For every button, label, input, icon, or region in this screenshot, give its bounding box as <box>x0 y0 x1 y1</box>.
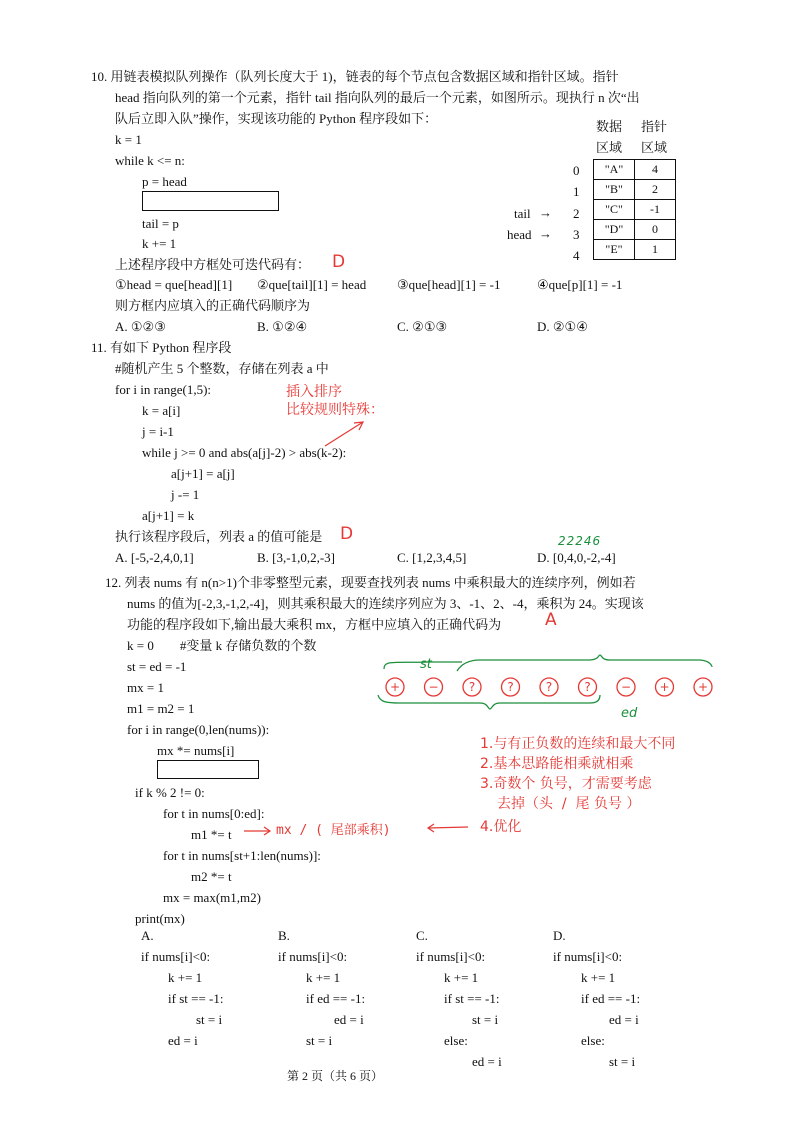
q12-option-a-line: if nums[i]<0: <box>141 949 211 964</box>
q12-option-b-line: k += 1 <box>306 970 341 985</box>
sign-symbol: + <box>659 680 670 694</box>
q12-code-line: m1 = m2 = 1 <box>127 701 195 716</box>
q12-option-d-label[interactable]: D. <box>553 928 566 943</box>
q11-option-c[interactable]: C. [1,2,3,4,5] <box>397 550 467 565</box>
q11-stem: 11. 有如下 Python 程序段 <box>91 340 232 355</box>
q12-option-c-line: k += 1 <box>444 970 479 985</box>
q10-order-prompt: 则方框内应填入的正确代码顺序为 <box>115 298 311 313</box>
q11-prompt: 执行该程序段后，列表 a 的值可能是 <box>115 529 323 544</box>
q11-code-line: j -= 1 <box>171 487 200 502</box>
data-cell: "E" <box>594 240 635 260</box>
sign-symbol: ? <box>507 680 514 694</box>
q10-code-line: k += 1 <box>142 236 177 251</box>
note-line: 3.奇数个 负号，才需要考虑 <box>480 776 652 792</box>
sign-sequence <box>386 678 712 696</box>
q11-code-line: for i in range(1,5): <box>115 382 212 397</box>
q10-option-a[interactable]: A. ①②③ <box>115 319 166 334</box>
q12-option-a-label[interactable]: A. <box>141 928 154 943</box>
q12-option-c-line: if st == -1: <box>444 991 500 1006</box>
sign-symbol: − <box>620 680 632 694</box>
q12-option-a-line: ed = i <box>168 1033 198 1048</box>
row-index: 0 <box>573 163 580 178</box>
q12-code-line: m2 *= t <box>191 869 232 884</box>
q12-answer-mark: A <box>545 610 557 630</box>
q10-stem-line3: 队后立即入队”操作，实现该功能的 Python 程序段如下： <box>115 111 438 126</box>
q12-option-d-line: else: <box>581 1033 605 1048</box>
q12-option-b-line: ed = i <box>334 1012 364 1027</box>
ptr-cell: 0 <box>635 220 676 240</box>
st-label: st <box>420 657 432 672</box>
q12-option-d-line: k += 1 <box>581 970 616 985</box>
note-arrow <box>428 827 468 828</box>
table-header-ptr-1: 指针 <box>641 119 668 134</box>
q12-code-line: st = ed = -1 <box>127 659 187 674</box>
ptr-cell: 2 <box>635 180 676 200</box>
q11-code-line: a[j+1] = k <box>142 508 195 523</box>
q10-code-line: k = 1 <box>115 132 142 147</box>
page-footer: 第 2 页（共 6 页） <box>287 1069 384 1083</box>
note-line: 2.基本思路能相乘就相乘 <box>480 756 634 772</box>
q11-code-line: a[j+1] = a[j] <box>171 466 235 481</box>
q10-stem-line2: head 指向队列的第一个元素，指针 tail 指向队列的最后一个元素，如图所示。现执行 n 次“出 <box>115 90 640 105</box>
q10-candidate: ③que[head][1] = -1 <box>397 277 501 292</box>
q12-option-a-line: if st == -1: <box>168 991 224 1006</box>
q12-option-b-label[interactable]: B. <box>278 928 290 943</box>
q10-option-b[interactable]: B. ①②④ <box>257 319 308 334</box>
q11-option-d[interactable]: D. [0,4,0,-2,-4] <box>537 550 616 565</box>
q12-option-b-line: st = i <box>306 1033 333 1048</box>
q10-code-line: tail = p <box>142 216 179 231</box>
q11-note-insertion-sort: 插入排序 <box>286 384 342 400</box>
q10-code-line: while k <= n: <box>115 153 185 168</box>
q10-code-line: p = head <box>142 174 187 189</box>
q10-option-d[interactable]: D. ②①④ <box>537 319 588 334</box>
q12-code-line: for t in nums[st+1:len(nums)]: <box>163 848 321 863</box>
data-cell: "C" <box>594 200 635 220</box>
bottom-brace <box>378 695 600 709</box>
q12-stem-line2: nums 的值为[-2,3,-1,2,-4]，则其乘积最大的连续序列应为 3、-1、2、-4，乘积为 24。实现该 <box>127 596 644 611</box>
row-index: 1 <box>573 184 580 199</box>
head-arrow-icon: → <box>539 226 552 241</box>
q12-code-line: m1 *= t <box>191 827 232 842</box>
ptr-cell: 4 <box>635 160 676 180</box>
q11-note-special-rule: 比较规则特殊： <box>286 402 384 418</box>
note-line: 1.与有正负数的连续和最大不同 <box>480 736 676 752</box>
q11-option-a[interactable]: A. [-5,-2,4,0,1] <box>115 550 194 565</box>
row-index: 4 <box>573 248 580 263</box>
q12-option-b-line: if nums[i]<0: <box>278 949 348 964</box>
q12-code-line: for t in nums[0:ed]: <box>163 806 265 821</box>
data-cell: "A" <box>594 160 635 180</box>
q11-option-b[interactable]: B. [3,-1,0,2,-3] <box>257 550 335 565</box>
data-cell: "D" <box>594 220 635 240</box>
sign-symbol: ? <box>545 680 553 694</box>
ptr-cell: 1 <box>635 240 676 260</box>
q10-candidate: ②que[tail][1] = head <box>257 277 367 292</box>
q11-code-line: while j >= 0 and abs(a[j]-2) > abs(k-2): <box>142 445 347 460</box>
tail-product-note: mx / ( 尾部乘积) <box>276 823 391 838</box>
note-line: 4.优化 <box>480 819 522 835</box>
q12-code-line: mx = 1 <box>127 680 164 695</box>
table-header-data-2: 区域 <box>596 140 623 155</box>
q12-option-c-line: if nums[i]<0: <box>416 949 486 964</box>
ed-label: ed <box>621 706 638 721</box>
q12-code-line: mx = max(m1,m2) <box>163 890 261 905</box>
q12-code-line: if k % 2 != 0: <box>135 785 205 800</box>
q12-option-d-line: if ed == -1: <box>581 991 641 1006</box>
q12-stem-line1: 12. 列表 nums 有 n(n>1)个非零整型元素，现要查找列表 nums 中乘积最大的连续序列，例如若 <box>105 575 636 590</box>
q12-code-line: for i in range(0,len(nums)): <box>127 722 270 737</box>
table-header-data-1: 数据 <box>596 119 623 134</box>
top-brace <box>457 655 712 671</box>
q10-answer-mark: D <box>332 252 346 272</box>
q12-option-c-label[interactable]: C. <box>416 928 428 943</box>
table-header-ptr-2: 区域 <box>641 140 668 155</box>
sign-symbol: − <box>428 680 439 694</box>
q11-hand-note: 22246 <box>558 534 602 548</box>
sign-symbol: + <box>389 680 401 694</box>
q12-option-b-line: if ed == -1: <box>306 991 366 1006</box>
q10-candidate: ④que[p][1] = -1 <box>537 277 623 292</box>
q12-option-c-line: st = i <box>472 1012 499 1027</box>
row-index: 3 <box>573 227 580 242</box>
q11-answer-mark: D <box>340 524 354 544</box>
q12-code-line: print(mx) <box>135 911 185 926</box>
head-pointer-label: head <box>507 227 532 242</box>
q12-option-a-line: st = i <box>196 1012 223 1027</box>
q11-code-line: k = a[i] <box>142 403 181 418</box>
q12-option-c-line: ed = i <box>472 1054 502 1069</box>
sign-symbol: + <box>697 680 709 694</box>
q12-code-line: k = 0 #变量 k 存储负数的个数 <box>127 638 317 653</box>
q11-code-line: #随机产生 5 个整数，存储在列表 a 中 <box>115 361 329 376</box>
tail-pointer-label: tail <box>514 206 531 221</box>
q10-stem-line1: 10. 用链表模拟队列操作（队列长度大于 1)，链表的每个节点包含数据区域和指针区域。指针 <box>91 69 619 84</box>
tail-arrow-icon: → <box>539 205 552 220</box>
q10-option-c[interactable]: C. ②①③ <box>397 319 448 334</box>
q12-option-c-line: else: <box>444 1033 468 1048</box>
q12-code-line: mx *= nums[i] <box>157 743 235 758</box>
q12-option-d-line: if nums[i]<0: <box>553 949 623 964</box>
sign-symbol: ? <box>584 680 591 694</box>
q11-code-line: j = i-1 <box>142 424 174 439</box>
note-line: 去掉（头 / 尾 负号 ） <box>497 796 641 812</box>
q12-option-d-line: st = i <box>609 1054 636 1069</box>
row-index: 2 <box>573 206 580 221</box>
q11-note-arrow <box>325 422 363 446</box>
q12-option-a-line: k += 1 <box>168 970 203 985</box>
q12-stem-line3: 功能的程序段如下,输出最大乘积 mx，方框中应填入的正确代码为 <box>127 617 502 632</box>
q10-prompt: 上述程序段中方框处可迭代码有： <box>115 257 311 272</box>
data-cell: "B" <box>594 180 635 200</box>
q12-option-d-line: ed = i <box>609 1012 639 1027</box>
q10-candidate: ①head = que[head][1] <box>115 277 233 292</box>
ptr-cell: -1 <box>635 200 676 220</box>
sign-symbol: ? <box>468 680 476 694</box>
